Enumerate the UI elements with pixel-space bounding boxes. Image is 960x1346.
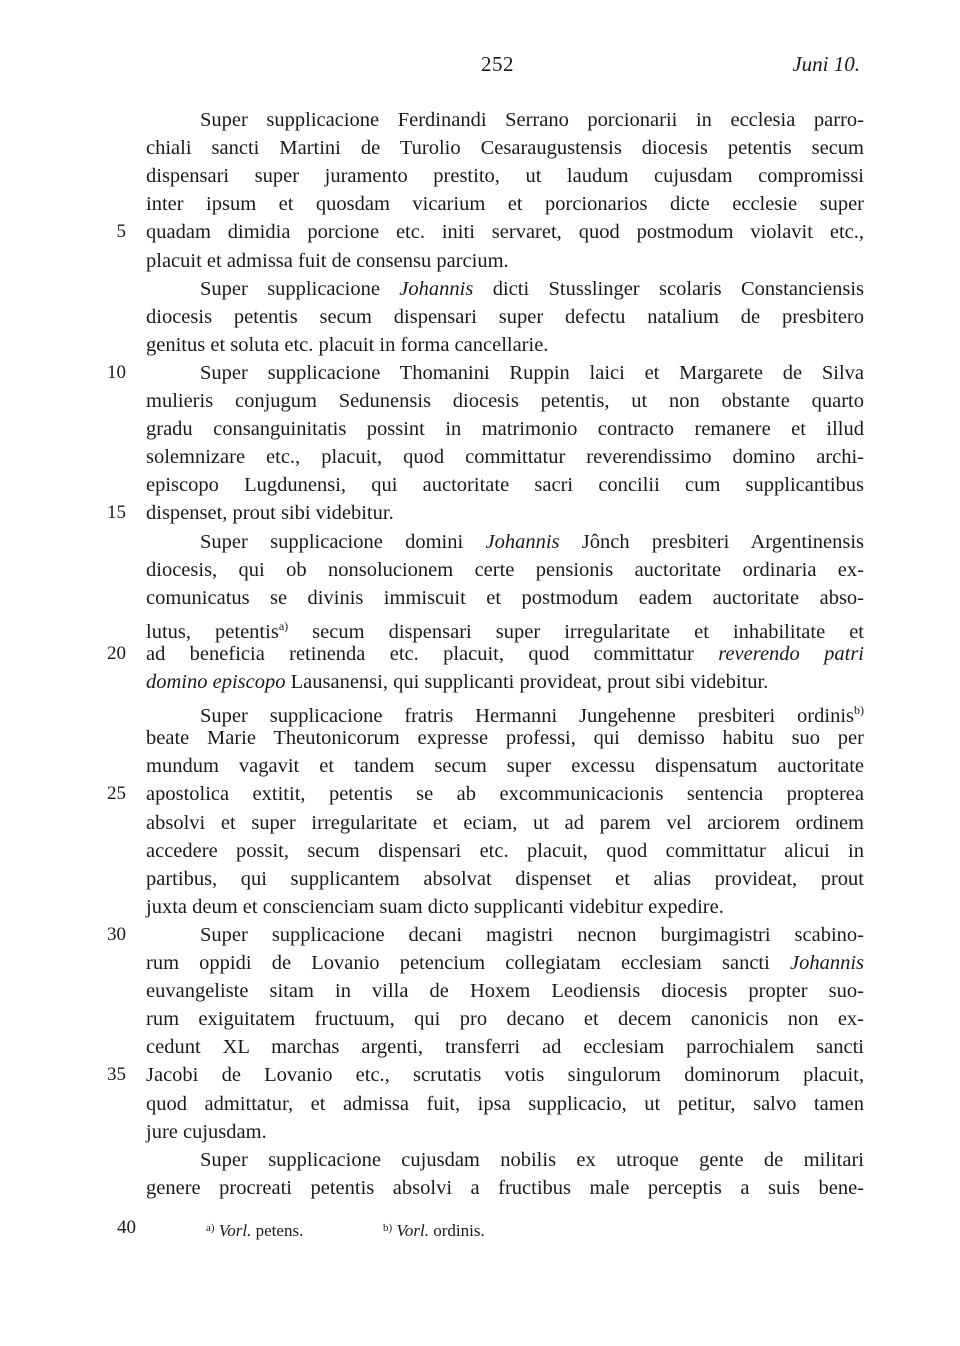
text-segment: dispenset, prout sibi videbitur. xyxy=(146,502,394,524)
text-segment: lutus, petentis xyxy=(146,621,279,643)
text-line xyxy=(146,866,864,892)
text-segment: rum exiguitatem fructuum, qui pro decano et decem canonicis non ex- xyxy=(146,1008,864,1030)
footnote-ref: b) xyxy=(854,703,864,717)
text-line xyxy=(146,163,864,189)
text-segment: Super supplicacione xyxy=(200,278,400,300)
text-line xyxy=(146,1062,864,1088)
text-segment: reverendo patri xyxy=(718,643,865,665)
text-segment: accedere possit, secum dispensari etc. placuit, quod committatur alicui in xyxy=(146,840,864,862)
text-line xyxy=(146,472,864,498)
text-line xyxy=(200,922,864,948)
text-line xyxy=(146,585,864,611)
page-number: 252 xyxy=(481,52,514,76)
text-segment: domino episcopo xyxy=(146,671,286,693)
footnote-a-mark: a) xyxy=(206,1222,215,1234)
text-line xyxy=(146,810,864,836)
text-line xyxy=(146,304,864,330)
text-segment: Jônch presbiteri Argentinensis xyxy=(559,531,864,553)
text-segment: dispensari super juramento prestito, ut laudum cujusdam compromissi xyxy=(146,165,864,187)
text-line xyxy=(146,1034,864,1060)
text-line xyxy=(146,1175,864,1201)
text-segment: genere procreati petentis absolvi a fructibus male perceptis a suis bene- xyxy=(146,1177,864,1199)
text-segment: secum dispensari super irregularitate et inhabilitate et xyxy=(288,621,864,643)
footnote-a-text: petens. xyxy=(255,1221,304,1240)
text-segment: Jacobi de Lovanio etc., scrutatis votis singulorum dominorum placuit, xyxy=(146,1064,864,1086)
text-segment: partibus, qui supplicantem absolvat dispenset et alias provideat, prout xyxy=(146,868,864,890)
text-segment: placuit et admissa fuit de consensu parcium. xyxy=(146,250,509,272)
text-segment: Super supplicacione domini xyxy=(200,531,486,553)
text-segment: Super supplicacione Thomanini Ruppin laici et Margarete de Silva xyxy=(200,362,864,384)
text-line xyxy=(146,416,864,442)
text-segment: diocesis, qui ob nonsolucionem certe pensionis auctoritate ordinaria ex- xyxy=(146,559,864,581)
footnote-a-abbr: Vorl. xyxy=(218,1221,252,1240)
text-line xyxy=(146,641,864,667)
line-number: 35 xyxy=(107,1064,126,1085)
text-line xyxy=(146,219,864,245)
text-line xyxy=(146,1091,864,1117)
text-segment: jure cujusdam. xyxy=(146,1121,267,1143)
line-number: 5 xyxy=(116,221,126,242)
text-line xyxy=(146,613,864,643)
text-line xyxy=(146,191,864,217)
footnote-b-mark: b) xyxy=(383,1222,393,1234)
text-segment: apostolica extitit, petentis se ab excommunicacionis sentencia propterea xyxy=(146,783,864,805)
text-line xyxy=(146,332,864,358)
footnote-b-text: ordinis. xyxy=(433,1221,485,1240)
text-segment: absolvi et super irregularitate et eciam, ut ad parem vel arciorem ordinem xyxy=(146,812,864,834)
text-segment: rum oppidi de Lovanio petencium collegiatam ecclesiam sancti xyxy=(146,952,790,974)
text-segment: cedunt XL marchas argenti, transferri ad ecclesiam parrochialem sancti xyxy=(146,1036,864,1058)
text-segment: Super supplicacione cujusdam nobilis ex utroque gente de militari xyxy=(200,1149,864,1171)
text-line xyxy=(146,894,864,920)
footnote-ref: a) xyxy=(278,619,289,633)
text-segment: chiali sancti Martini de Turolio Cesaraugustensis diocesis petentis secum xyxy=(146,137,864,159)
footnote-a xyxy=(206,1214,303,1245)
text-segment: beate Marie Theutonicorum expresse professi, qui demisso habitu suo per xyxy=(146,727,864,749)
text-line xyxy=(200,107,864,133)
text-segment: Johannis xyxy=(399,278,474,300)
text-segment: mulieris conjugum Sedunensis diocesis petentis, ut non obstante quarto xyxy=(146,390,864,412)
text-segment: Super supplicacione fratris Hermanni Jungehenne presbiteri ordinis xyxy=(200,705,854,727)
text-segment: Lausanensi, qui supplicanti provideat, prout sibi videbitur. xyxy=(285,671,769,693)
text-line xyxy=(146,950,864,976)
text-line xyxy=(146,1006,864,1032)
text-segment: dicti Stusslinger scolaris Constanciensis xyxy=(473,278,864,300)
text-line xyxy=(146,725,864,751)
text-segment: episcopo Lugdunensi, qui auctoritate sacri concilii cum supplicantibus xyxy=(146,474,864,496)
text-segment: mundum vagavit et tandem secum super excessu dispensatum auctoritate xyxy=(146,755,864,777)
text-line xyxy=(146,500,864,526)
line-number: 15 xyxy=(107,502,126,523)
text-line xyxy=(146,781,864,807)
line-number: 25 xyxy=(107,783,126,804)
line-number: 10 xyxy=(107,362,126,383)
text-line xyxy=(146,978,864,1004)
text-segment: inter ipsum et quosdam vicarium et porcionarios dicte ecclesie super xyxy=(146,193,864,215)
footnote-line-number: 40 xyxy=(117,1217,136,1238)
text-line xyxy=(146,838,864,864)
text-segment: gradu consanguinitatis possint in matrimonio contracto remanere et illud xyxy=(146,418,864,440)
text-line xyxy=(146,135,864,161)
text-segment: quadam dimidia porcione etc. initi servaret, quod postmodum violavit etc., xyxy=(146,221,864,243)
line-number: 20 xyxy=(107,643,126,664)
text-line xyxy=(200,1147,864,1173)
footnote-b xyxy=(383,1214,485,1245)
page-header xyxy=(0,52,960,82)
text-line xyxy=(146,557,864,583)
text-segment: Super supplicacione Ferdinandi Serrano porcionarii in ecclesia parro- xyxy=(200,109,864,131)
text-segment: solemnizare etc., placuit, quod committatur reverendissimo domino archi- xyxy=(146,446,864,468)
text-segment: quod admittatur, et admissa fuit, ipsa supplicacio, ut petitur, salvo tamen xyxy=(146,1093,864,1115)
text-segment: genitus et soluta etc. placuit in forma cancellarie. xyxy=(146,334,549,356)
text-segment: Super supplicacione decani magistri necnon burgimagistri scabino- xyxy=(200,924,864,946)
text-line xyxy=(200,529,864,555)
footnote-b-abbr: Vorl. xyxy=(396,1221,430,1240)
text-line xyxy=(146,753,864,779)
text-segment: diocesis petentis secum dispensari super defectu natalium de presbitero xyxy=(146,306,864,328)
text-segment: ad beneficia retinenda etc. placuit, quod committatur xyxy=(146,643,719,665)
text-line xyxy=(146,1119,864,1145)
text-line xyxy=(200,360,864,386)
line-number: 30 xyxy=(107,924,126,945)
text-line xyxy=(200,697,864,727)
text-line xyxy=(146,444,864,470)
text-segment: Johannis xyxy=(789,952,864,974)
text-line xyxy=(146,388,864,414)
running-head: Juni 10. xyxy=(792,52,860,76)
text-segment: euvangeliste sitam in villa de Hoxem Leodiensis diocesis propter suo- xyxy=(146,980,864,1002)
text-line xyxy=(200,276,864,302)
footnotes xyxy=(0,1214,960,1242)
text-segment: Johannis xyxy=(485,531,560,553)
text-segment: comunicatus se divinis immiscuit et postmodum eadem auctoritate abso- xyxy=(146,587,864,609)
text-line xyxy=(146,248,864,274)
text-segment: juxta deum et conscienciam suam dicto supplicanti videbitur expedire. xyxy=(146,896,724,918)
text-line xyxy=(146,669,864,695)
